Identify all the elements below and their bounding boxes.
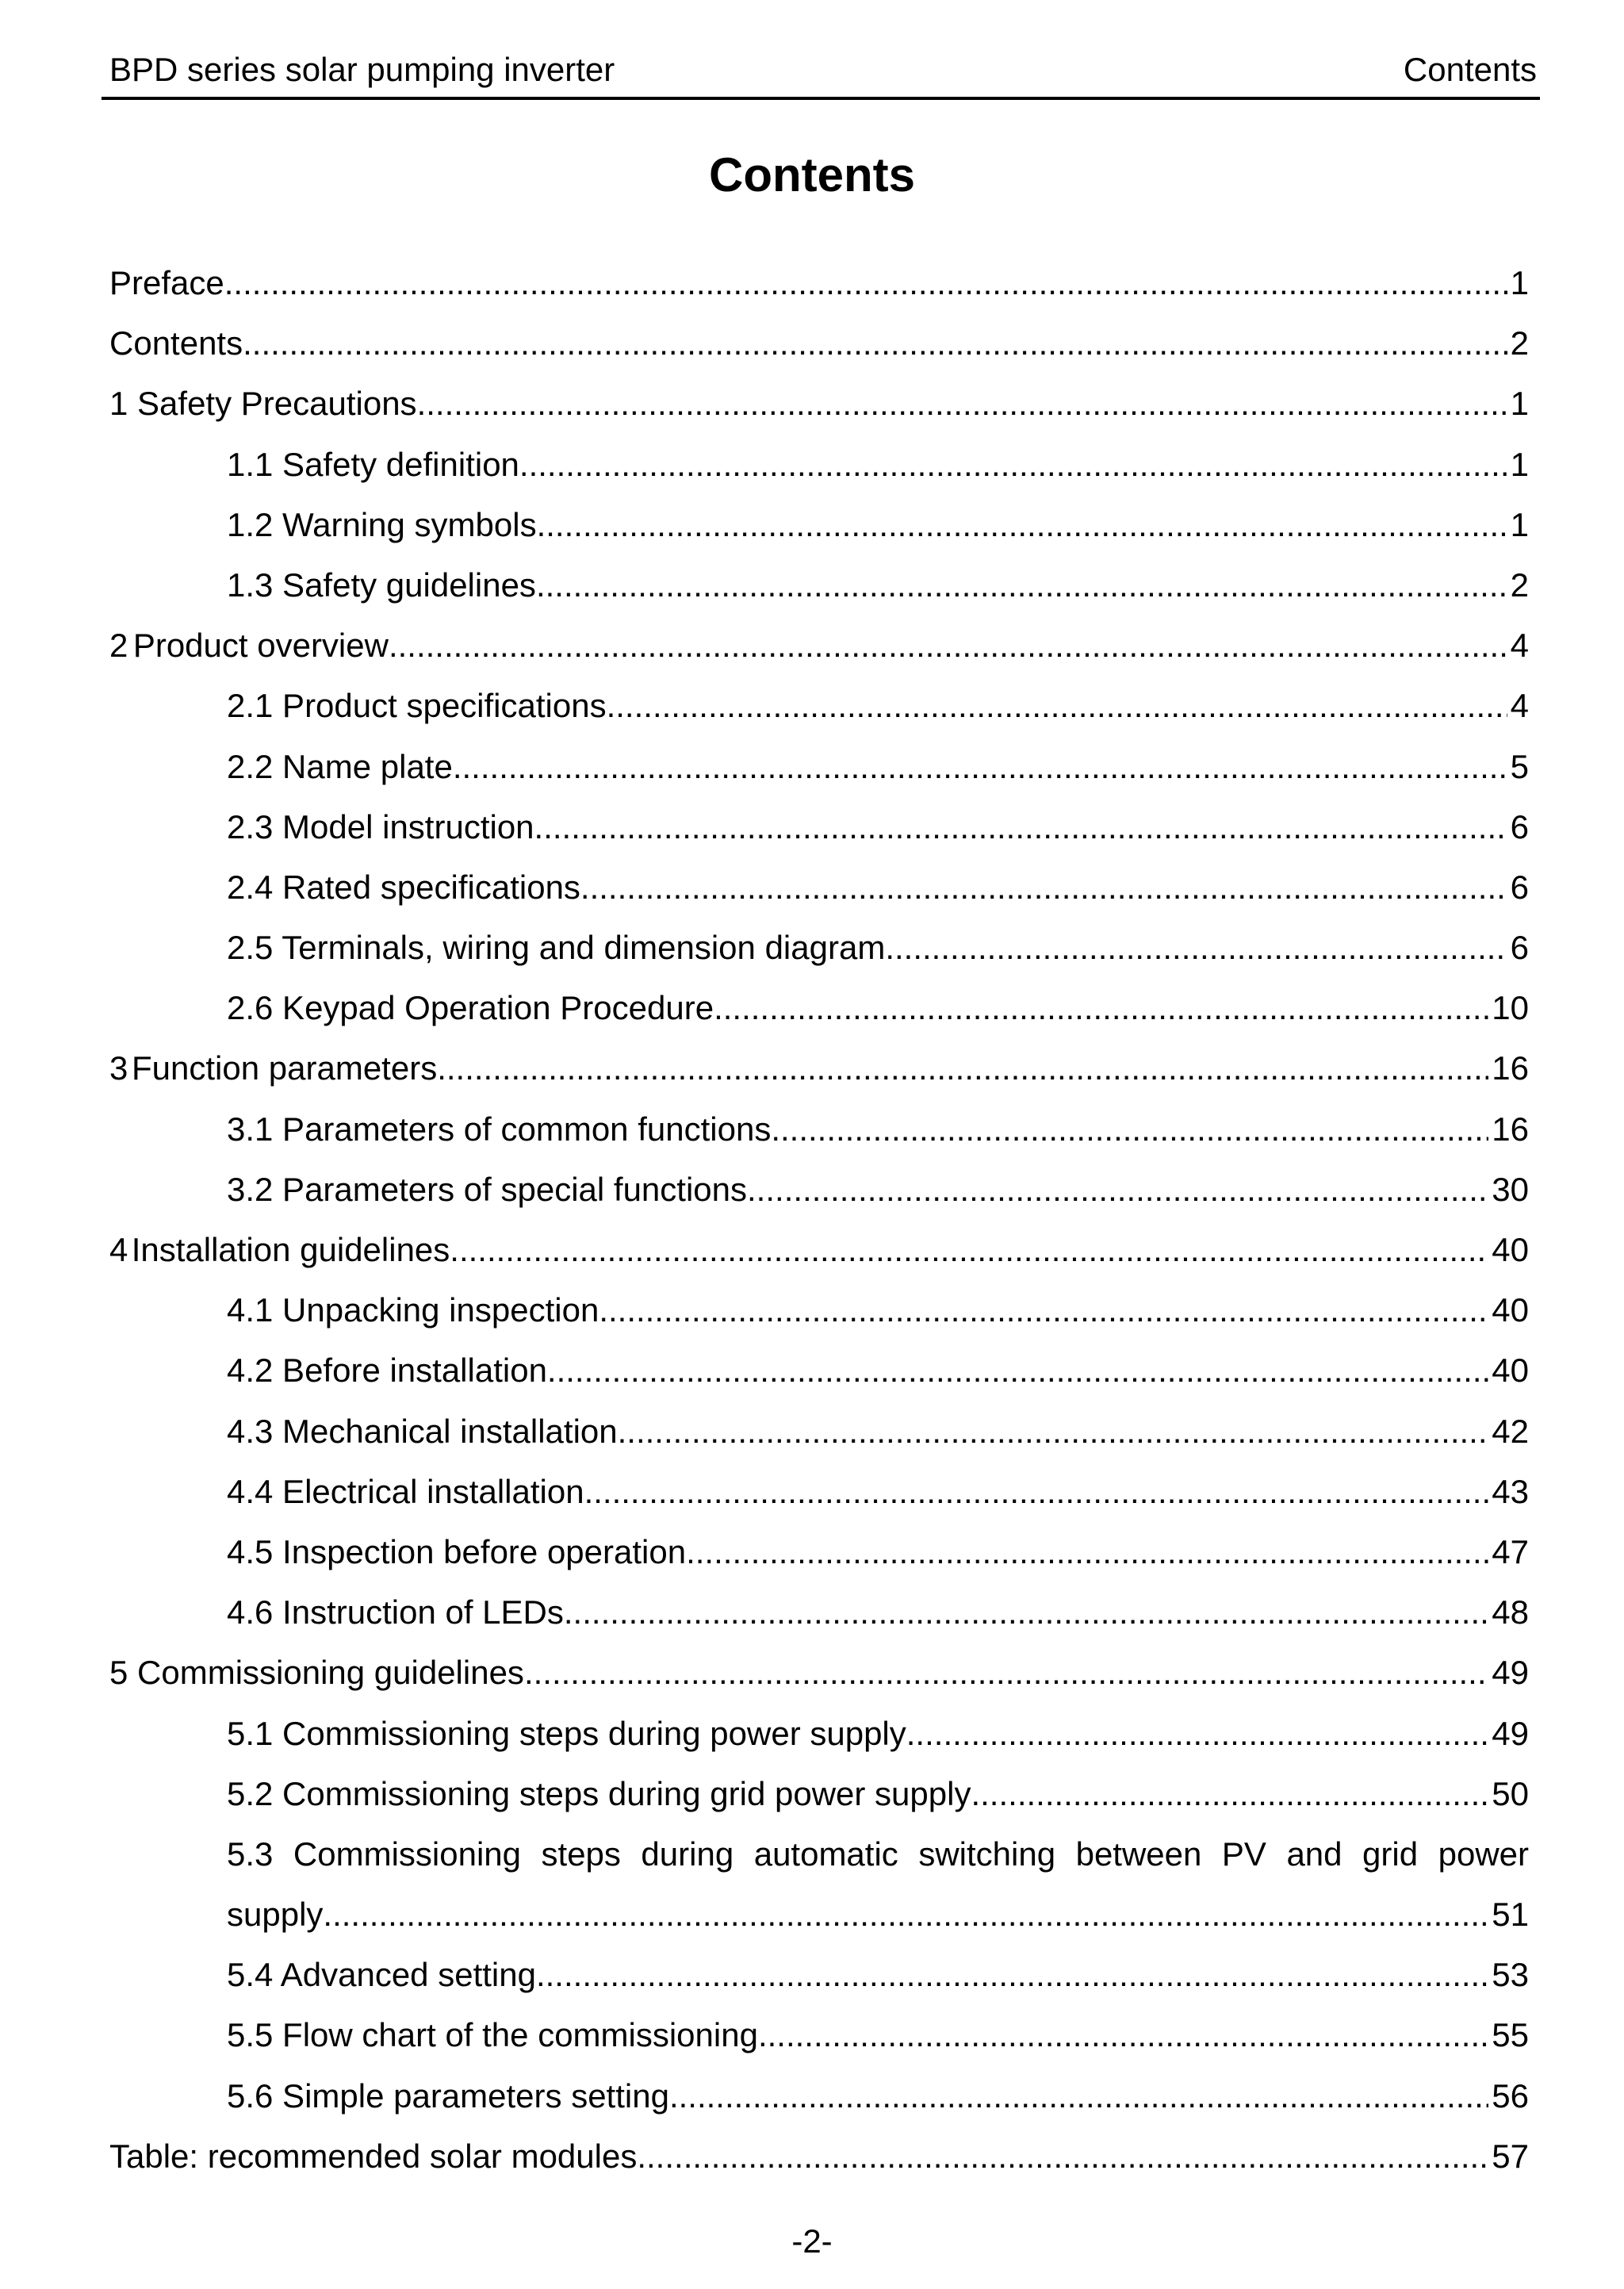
toc-entry-4-3[interactable] (109, 1407, 1529, 1467)
toc-entry-function-parameters[interactable] (109, 1044, 1529, 1104)
toc-entry-label: 3.1 Parameters of common functions (227, 1110, 772, 1148)
toc-entry-4-6[interactable] (109, 1588, 1529, 1648)
running-header (109, 48, 1537, 92)
toc-entry-page: 40 (1492, 1231, 1529, 1268)
dot-leader (714, 983, 1488, 1033)
toc-entry-page: 40 (1492, 1352, 1529, 1390)
toc-entry-page: 48 (1492, 1593, 1529, 1631)
toc-entry-safety-precautions[interactable] (109, 379, 1529, 439)
toc-entry-page: 53 (1492, 1956, 1529, 1994)
dot-leader (524, 1648, 1488, 1697)
toc-entry-1-3[interactable] (109, 561, 1529, 621)
toc-entry-label: Product overview (132, 627, 389, 665)
page-number: -2- (791, 2222, 833, 2260)
toc-entry-page: 56 (1492, 2076, 1529, 2115)
toc-entry-5-2[interactable] (109, 1769, 1529, 1830)
toc-entry-label: 2.4 Rated specifications (227, 868, 580, 906)
toc-entry-page: 1 (1510, 445, 1529, 483)
toc-entry-label: 2.2 Name plate (227, 747, 453, 785)
toc-entry-page: 49 (1492, 1654, 1529, 1692)
dot-leader (771, 1105, 1488, 1154)
toc-entry-recommended-solar-modules[interactable] (109, 2132, 1529, 2192)
toc-entry-page: 6 (1510, 807, 1529, 845)
toc-entry-label: 3.2 Parameters of special functions (227, 1170, 748, 1208)
toc-entry-page: 1 (1510, 264, 1529, 301)
toc-entry-page: 5 (1510, 747, 1529, 785)
toc-entry-label: 4.3 Mechanical installation (227, 1412, 618, 1450)
toc-entry-label: 4.4 Electrical installation (227, 1472, 584, 1510)
toc-entry-page: 4 (1510, 687, 1529, 725)
toc-entry-page: 1 (1510, 385, 1529, 423)
dot-leader (564, 1588, 1488, 1637)
toc-entry-label: 5.5 Flow chart of the commissioning (227, 2016, 758, 2054)
toc-entry-page: 47 (1492, 1532, 1529, 1570)
dot-leader (906, 1709, 1489, 1758)
toc-entry-commissioning-guidelines[interactable] (109, 1648, 1529, 1708)
dot-leader (607, 681, 1507, 730)
dot-leader (669, 2072, 1488, 2121)
header-divider (102, 97, 1540, 100)
toc-entry-label: 5 Commissioning guidelines (109, 1654, 524, 1692)
toc-entry-label: 4.2 Before installation (227, 1352, 547, 1390)
toc-entry-5-5[interactable] (109, 2011, 1529, 2071)
toc-entry-label: 2.6 Keypad Operation Procedure (227, 989, 714, 1027)
toc-entry-5-3[interactable] (109, 1830, 1529, 1950)
toc-entry-label: Installation guidelines (131, 1231, 450, 1268)
toc-entry-4-2[interactable] (109, 1346, 1529, 1406)
toc-entry-3-2[interactable] (109, 1165, 1529, 1225)
dot-leader (224, 259, 1507, 308)
dot-leader (747, 1165, 1488, 1214)
toc-entry-1-2[interactable] (109, 500, 1529, 561)
dot-leader (599, 1286, 1488, 1335)
toc-entry-label: 5.6 Simple parameters setting (227, 2076, 669, 2115)
toc-entry-page: 57 (1492, 2137, 1529, 2175)
dot-leader (758, 2011, 1488, 2060)
toc-entry-label: supply (227, 1896, 324, 1934)
toc-entry-label: Contents (109, 324, 243, 362)
dot-leader (389, 621, 1507, 670)
toc-entry-page: 50 (1492, 1774, 1529, 1812)
toc-entry-label: Preface (109, 264, 224, 301)
toc-entry-label-line1: 5.3 Commissioning steps during automatic switching between PV and grid power (227, 1835, 1529, 1873)
dot-leader (537, 500, 1507, 550)
page-title: Contents (709, 148, 915, 201)
header-section-title: Contents (1403, 51, 1537, 88)
toc-entry-page: 43 (1492, 1472, 1529, 1510)
toc-entry-product-overview[interactable] (109, 621, 1529, 681)
toc-entry-page: 2 (1510, 324, 1529, 362)
toc-entry-4-5[interactable] (109, 1528, 1529, 1588)
dot-leader (453, 742, 1507, 792)
dot-leader (580, 863, 1507, 912)
toc-entry-page: 6 (1510, 929, 1529, 967)
dot-leader (534, 803, 1507, 852)
table-of-contents (109, 259, 1529, 2192)
dot-leader (536, 561, 1507, 610)
toc-entry-page: 51 (1492, 1896, 1529, 1934)
dot-leader (417, 379, 1507, 428)
toc-entry-5-6[interactable] (109, 2072, 1529, 2132)
dot-leader (885, 923, 1507, 972)
toc-entry-label: 4.1 Unpacking inspection (227, 1291, 599, 1329)
toc-entry-label: 1 Safety Precautions (109, 385, 417, 423)
toc-entry-2-5[interactable] (109, 923, 1529, 983)
toc-entry-page: 55 (1492, 2016, 1529, 2054)
toc-entry-4-1[interactable] (109, 1286, 1529, 1346)
dot-leader (584, 1467, 1489, 1516)
dot-leader (637, 2132, 1488, 2181)
toc-entry-label: 1.3 Safety guidelines (227, 566, 536, 604)
toc-entry-label: 5.4 Advanced setting (227, 1956, 536, 1994)
dot-leader (536, 1950, 1488, 2000)
toc-entry-preface[interactable] (109, 259, 1529, 319)
dot-leader (243, 319, 1507, 368)
toc-entry-page: 10 (1492, 989, 1529, 1027)
dot-leader (971, 1769, 1488, 1819)
dot-leader (450, 1225, 1488, 1275)
toc-entry-label: 2.5 Terminals, wiring and dimension diagram (227, 929, 886, 967)
dot-leader (686, 1528, 1488, 1577)
toc-entry-page: 16 (1492, 1110, 1529, 1148)
toc-entry-label: 4.5 Inspection before operation (227, 1532, 687, 1570)
toc-entry-label: 2.3 Model instruction (227, 807, 534, 845)
header-document-title: BPD series solar pumping inverter (109, 51, 615, 88)
toc-entry-number: 3 (109, 1049, 128, 1087)
toc-entry-label: 5.1 Commissioning steps during power supply (227, 1714, 906, 1752)
toc-entry-page: 42 (1492, 1412, 1529, 1450)
toc-entry-label: 1.1 Safety definition (227, 445, 519, 483)
dot-leader (323, 1890, 1488, 1939)
toc-entry-label: 2.1 Product specifications (227, 687, 607, 725)
toc-entry-5-4[interactable] (109, 1950, 1529, 2011)
toc-entry-page: 40 (1492, 1291, 1529, 1329)
dot-leader (519, 440, 1507, 489)
toc-entry-2-2[interactable] (109, 742, 1529, 803)
dot-leader (618, 1407, 1489, 1456)
toc-entry-page: 4 (1510, 627, 1529, 665)
toc-entry-page: 49 (1492, 1714, 1529, 1752)
toc-entry-page: 2 (1510, 566, 1529, 604)
toc-entry-4-4[interactable] (109, 1467, 1529, 1528)
toc-entry-label: 1.2 Warning symbols (227, 505, 537, 543)
toc-entry-2-1[interactable] (109, 681, 1529, 742)
toc-entry-contents[interactable] (109, 319, 1529, 379)
toc-entry-2-3[interactable] (109, 803, 1529, 863)
toc-entry-page: 1 (1510, 505, 1529, 543)
toc-entry-label: Table: recommended solar modules (109, 2137, 638, 2175)
toc-entry-page: 16 (1492, 1049, 1529, 1087)
toc-entry-label: 5.2 Commissioning steps during grid power supply (227, 1774, 971, 1812)
toc-entry-2-4[interactable] (109, 863, 1529, 923)
toc-entry-number: 4 (109, 1231, 128, 1268)
toc-entry-label: 4.6 Instruction of LEDs (227, 1593, 564, 1631)
toc-entry-3-1[interactable] (109, 1105, 1529, 1165)
toc-entry-5-1[interactable] (109, 1709, 1529, 1769)
dot-leader (547, 1346, 1488, 1395)
dot-leader (437, 1044, 1488, 1093)
toc-entry-2-6[interactable] (109, 983, 1529, 1044)
toc-entry-number: 2 (109, 627, 128, 665)
toc-entry-label: Function parameters (132, 1049, 438, 1087)
toc-entry-installation-guidelines[interactable] (109, 1225, 1529, 1286)
toc-entry-1-1[interactable] (109, 440, 1529, 500)
toc-entry-page: 6 (1510, 868, 1529, 906)
toc-entry-page: 30 (1492, 1170, 1529, 1208)
